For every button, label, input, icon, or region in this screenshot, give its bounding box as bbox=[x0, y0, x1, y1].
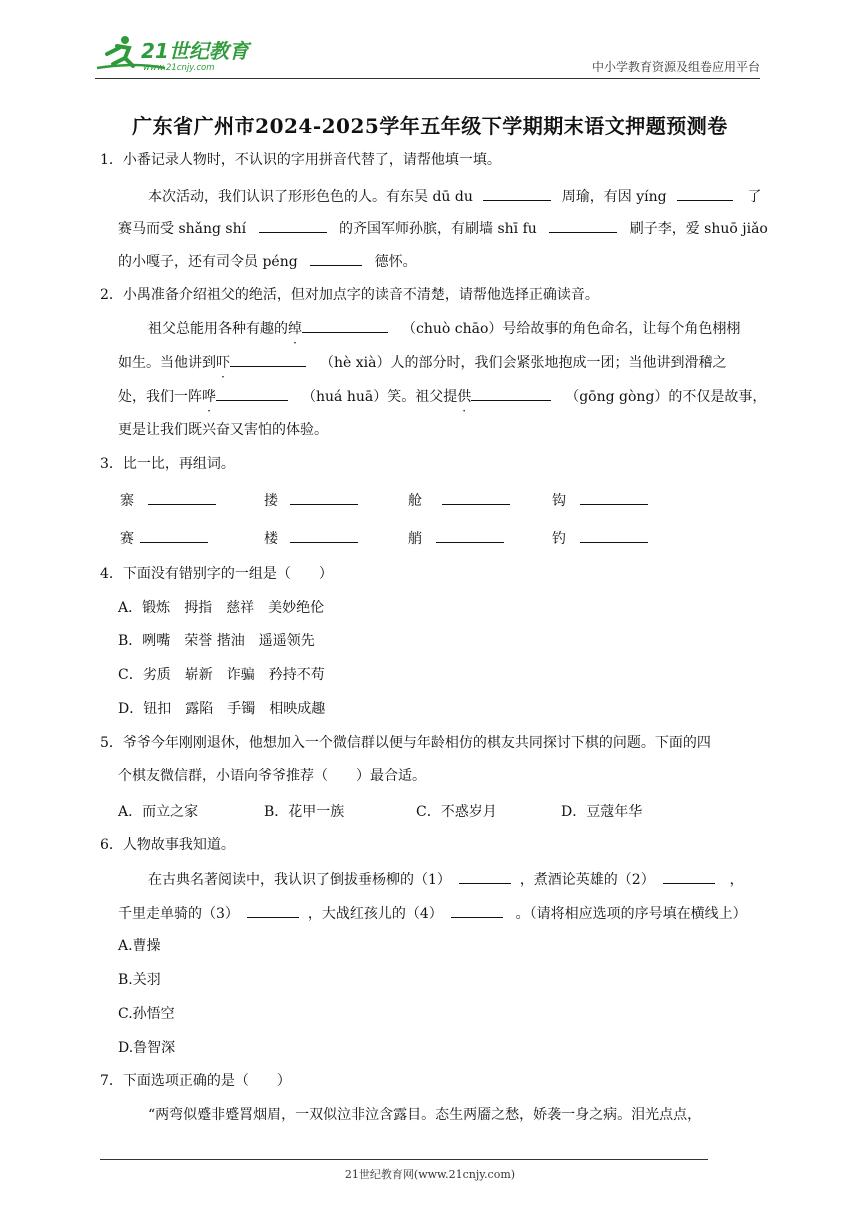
question-4-stem: 4．下面没有错别字的一组是（ ） bbox=[100, 566, 333, 582]
question-3-stem: 3．比一比，再组词。 bbox=[100, 456, 235, 472]
char: 搂 bbox=[264, 493, 278, 509]
q1-text: 刷子李，爱 shuō jiǎo bbox=[629, 221, 768, 237]
answer-blank[interactable] bbox=[580, 490, 648, 505]
answer-blank[interactable] bbox=[677, 186, 733, 201]
q6-text: 千里走单骑的（3） bbox=[118, 906, 239, 922]
q1-text: 德怀。 bbox=[374, 254, 417, 270]
answer-blank[interactable] bbox=[310, 251, 362, 266]
question-2-line-1 bbox=[148, 318, 740, 339]
question-2-line-3 bbox=[118, 386, 766, 407]
header-divider bbox=[95, 78, 760, 79]
option-d[interactable]: D．豆蔻年华 bbox=[561, 804, 643, 820]
q6-text: ，煮酒论英雄的（2） bbox=[519, 872, 655, 888]
option-c: C.孙悟空 bbox=[118, 1006, 175, 1022]
char: 艄 bbox=[408, 531, 422, 547]
char: 寨 bbox=[120, 493, 134, 509]
answer-blank[interactable] bbox=[230, 352, 306, 367]
answer-blank[interactable] bbox=[459, 869, 511, 884]
question-1-line-2 bbox=[118, 218, 768, 239]
question-2-line-4: 更是让我们既兴奋又害怕的体验。 bbox=[118, 422, 328, 438]
question-2-line-2 bbox=[118, 352, 726, 373]
logo bbox=[95, 34, 265, 74]
dotted-char: 吓 bbox=[216, 355, 230, 371]
option-a: A.曹操 bbox=[118, 938, 161, 954]
answer-blank[interactable] bbox=[247, 903, 299, 918]
char: 楼 bbox=[264, 531, 278, 547]
char: 钓 bbox=[552, 531, 566, 547]
option-d[interactable]: D．钮扣 露陷 手镯 相映成趣 bbox=[118, 701, 326, 717]
option-d: D.鲁智深 bbox=[118, 1040, 176, 1056]
question-1-line-1 bbox=[148, 186, 762, 207]
q1-text: 本次活动，我们认识了形形色色的人。有东吴 dū du bbox=[148, 189, 473, 205]
question-2-stem: 2．小禺准备介绍祖父的绝活，但对加点字的读音不清楚，请帮他选择正确读音。 bbox=[100, 287, 599, 303]
question-7-stem: 7．下面选项正确的是（ ） bbox=[100, 1073, 291, 1089]
q6-text: ， bbox=[729, 872, 744, 888]
answer-blank[interactable] bbox=[259, 218, 327, 233]
char: 舱 bbox=[408, 493, 422, 509]
question-6-line-2 bbox=[118, 903, 747, 924]
logo-url: www.21cnjy.com bbox=[143, 63, 215, 73]
option-a[interactable]: A．锻炼 拇指 慈祥 美妙绝伦 bbox=[118, 600, 325, 616]
answer-blank[interactable] bbox=[483, 186, 551, 201]
q1-text: 的小嘎子，还有司令员 péng bbox=[118, 254, 298, 270]
q1-text: 的齐国军师孙膑，有刷墙 shī fu bbox=[339, 221, 537, 237]
dotted-char: 供 bbox=[457, 389, 472, 405]
answer-blank[interactable] bbox=[148, 490, 216, 505]
answer-blank[interactable] bbox=[140, 528, 208, 543]
answer-blank[interactable] bbox=[442, 490, 510, 505]
question-6-line-1 bbox=[148, 869, 744, 890]
answer-blank[interactable] bbox=[290, 490, 358, 505]
q1-text: 周瑜，有因 yíng bbox=[561, 189, 667, 205]
q2-text: 处，我们一阵 bbox=[118, 389, 202, 405]
answer-blank[interactable] bbox=[436, 528, 504, 543]
option-b[interactable]: B．花甲一族 bbox=[264, 804, 345, 820]
page-footer: 21世纪教育网(www.21cnjy.com) bbox=[344, 1168, 516, 1181]
q6-text: 在古典名著阅读中，我认识了倒拔垂杨柳的（1） bbox=[148, 872, 451, 888]
question-7-line-1: “两弯似蹙非蹙罥烟眉，一双似泣非泣含露目。态生两靥之愁，娇袭一身之病。泪光点点， bbox=[148, 1107, 702, 1123]
option-a[interactable]: A．而立之家 bbox=[118, 804, 199, 820]
answer-blank[interactable] bbox=[290, 528, 358, 543]
answer-blank[interactable] bbox=[451, 903, 503, 918]
q2-text: （chuò chāo）号给故事的角色命名，让每个角色栩栩 bbox=[402, 321, 741, 337]
q6-text: 。（请将相应选项的序号填在横线上） bbox=[515, 906, 747, 922]
char: 钩 bbox=[552, 493, 566, 509]
q2-text: （huá huā）笑。祖父提 bbox=[302, 389, 458, 405]
question-5-stem: 5．爷爷今年刚刚退休，他想加入一个微信群以便与年龄相仿的棋友共同探讨下棋的问题。下面的四 bbox=[100, 735, 711, 751]
q2-text: （gōng gòng）的不仅是故事， bbox=[565, 389, 767, 405]
q2-text: （hè xià）人的部分时，我们会紧张地抱成一团；当他讲到滑稽之 bbox=[320, 355, 727, 371]
page-header bbox=[95, 30, 760, 80]
answer-blank[interactable] bbox=[663, 869, 715, 884]
option-c[interactable]: C．劣质 崭新 诈骗 矜持不苟 bbox=[118, 667, 325, 683]
footer-divider bbox=[100, 1159, 708, 1160]
answer-blank[interactable] bbox=[216, 386, 288, 401]
logo-text: 21世纪教育 bbox=[141, 39, 249, 63]
q6-text: ，大战红孩儿的（4） bbox=[307, 906, 443, 922]
answer-blank[interactable] bbox=[471, 386, 551, 401]
dotted-char: 绰 bbox=[288, 321, 302, 337]
char: 赛 bbox=[120, 531, 134, 547]
question-6-stem: 6．人物故事我知道。 bbox=[100, 837, 235, 853]
q2-text: 祖父总能用各种有趣的 bbox=[148, 321, 288, 337]
question-5-stem-cont: 个棋友微信群，小语向爷爷推荐（ ）最合适。 bbox=[118, 768, 426, 784]
header-platform-text: 中小学教育资源及组卷应用平台 bbox=[591, 60, 760, 74]
question-1-stem: 1．小番记录人物时，不认识的字用拼音代替了，请帮他填一填。 bbox=[100, 152, 501, 168]
option-b: B.关羽 bbox=[118, 972, 161, 988]
answer-blank[interactable] bbox=[302, 318, 388, 333]
question-1-line-3 bbox=[118, 251, 417, 272]
q1-text: 了 bbox=[747, 189, 762, 205]
page-title: 广东省广州市2024-2025学年五年级下学期期末语文押题预测卷 bbox=[132, 114, 728, 138]
answer-blank[interactable] bbox=[580, 528, 648, 543]
q2-text: 如生。当他讲到 bbox=[118, 355, 216, 371]
dotted-char: 哗 bbox=[202, 389, 216, 405]
q1-text: 赛马而受 shǎng shí bbox=[118, 221, 247, 237]
option-c[interactable]: C．不惑岁月 bbox=[416, 804, 497, 820]
option-b[interactable]: B．咧嘴 荣誉 揩油 遥遥领先 bbox=[118, 633, 315, 649]
answer-blank[interactable] bbox=[549, 218, 617, 233]
